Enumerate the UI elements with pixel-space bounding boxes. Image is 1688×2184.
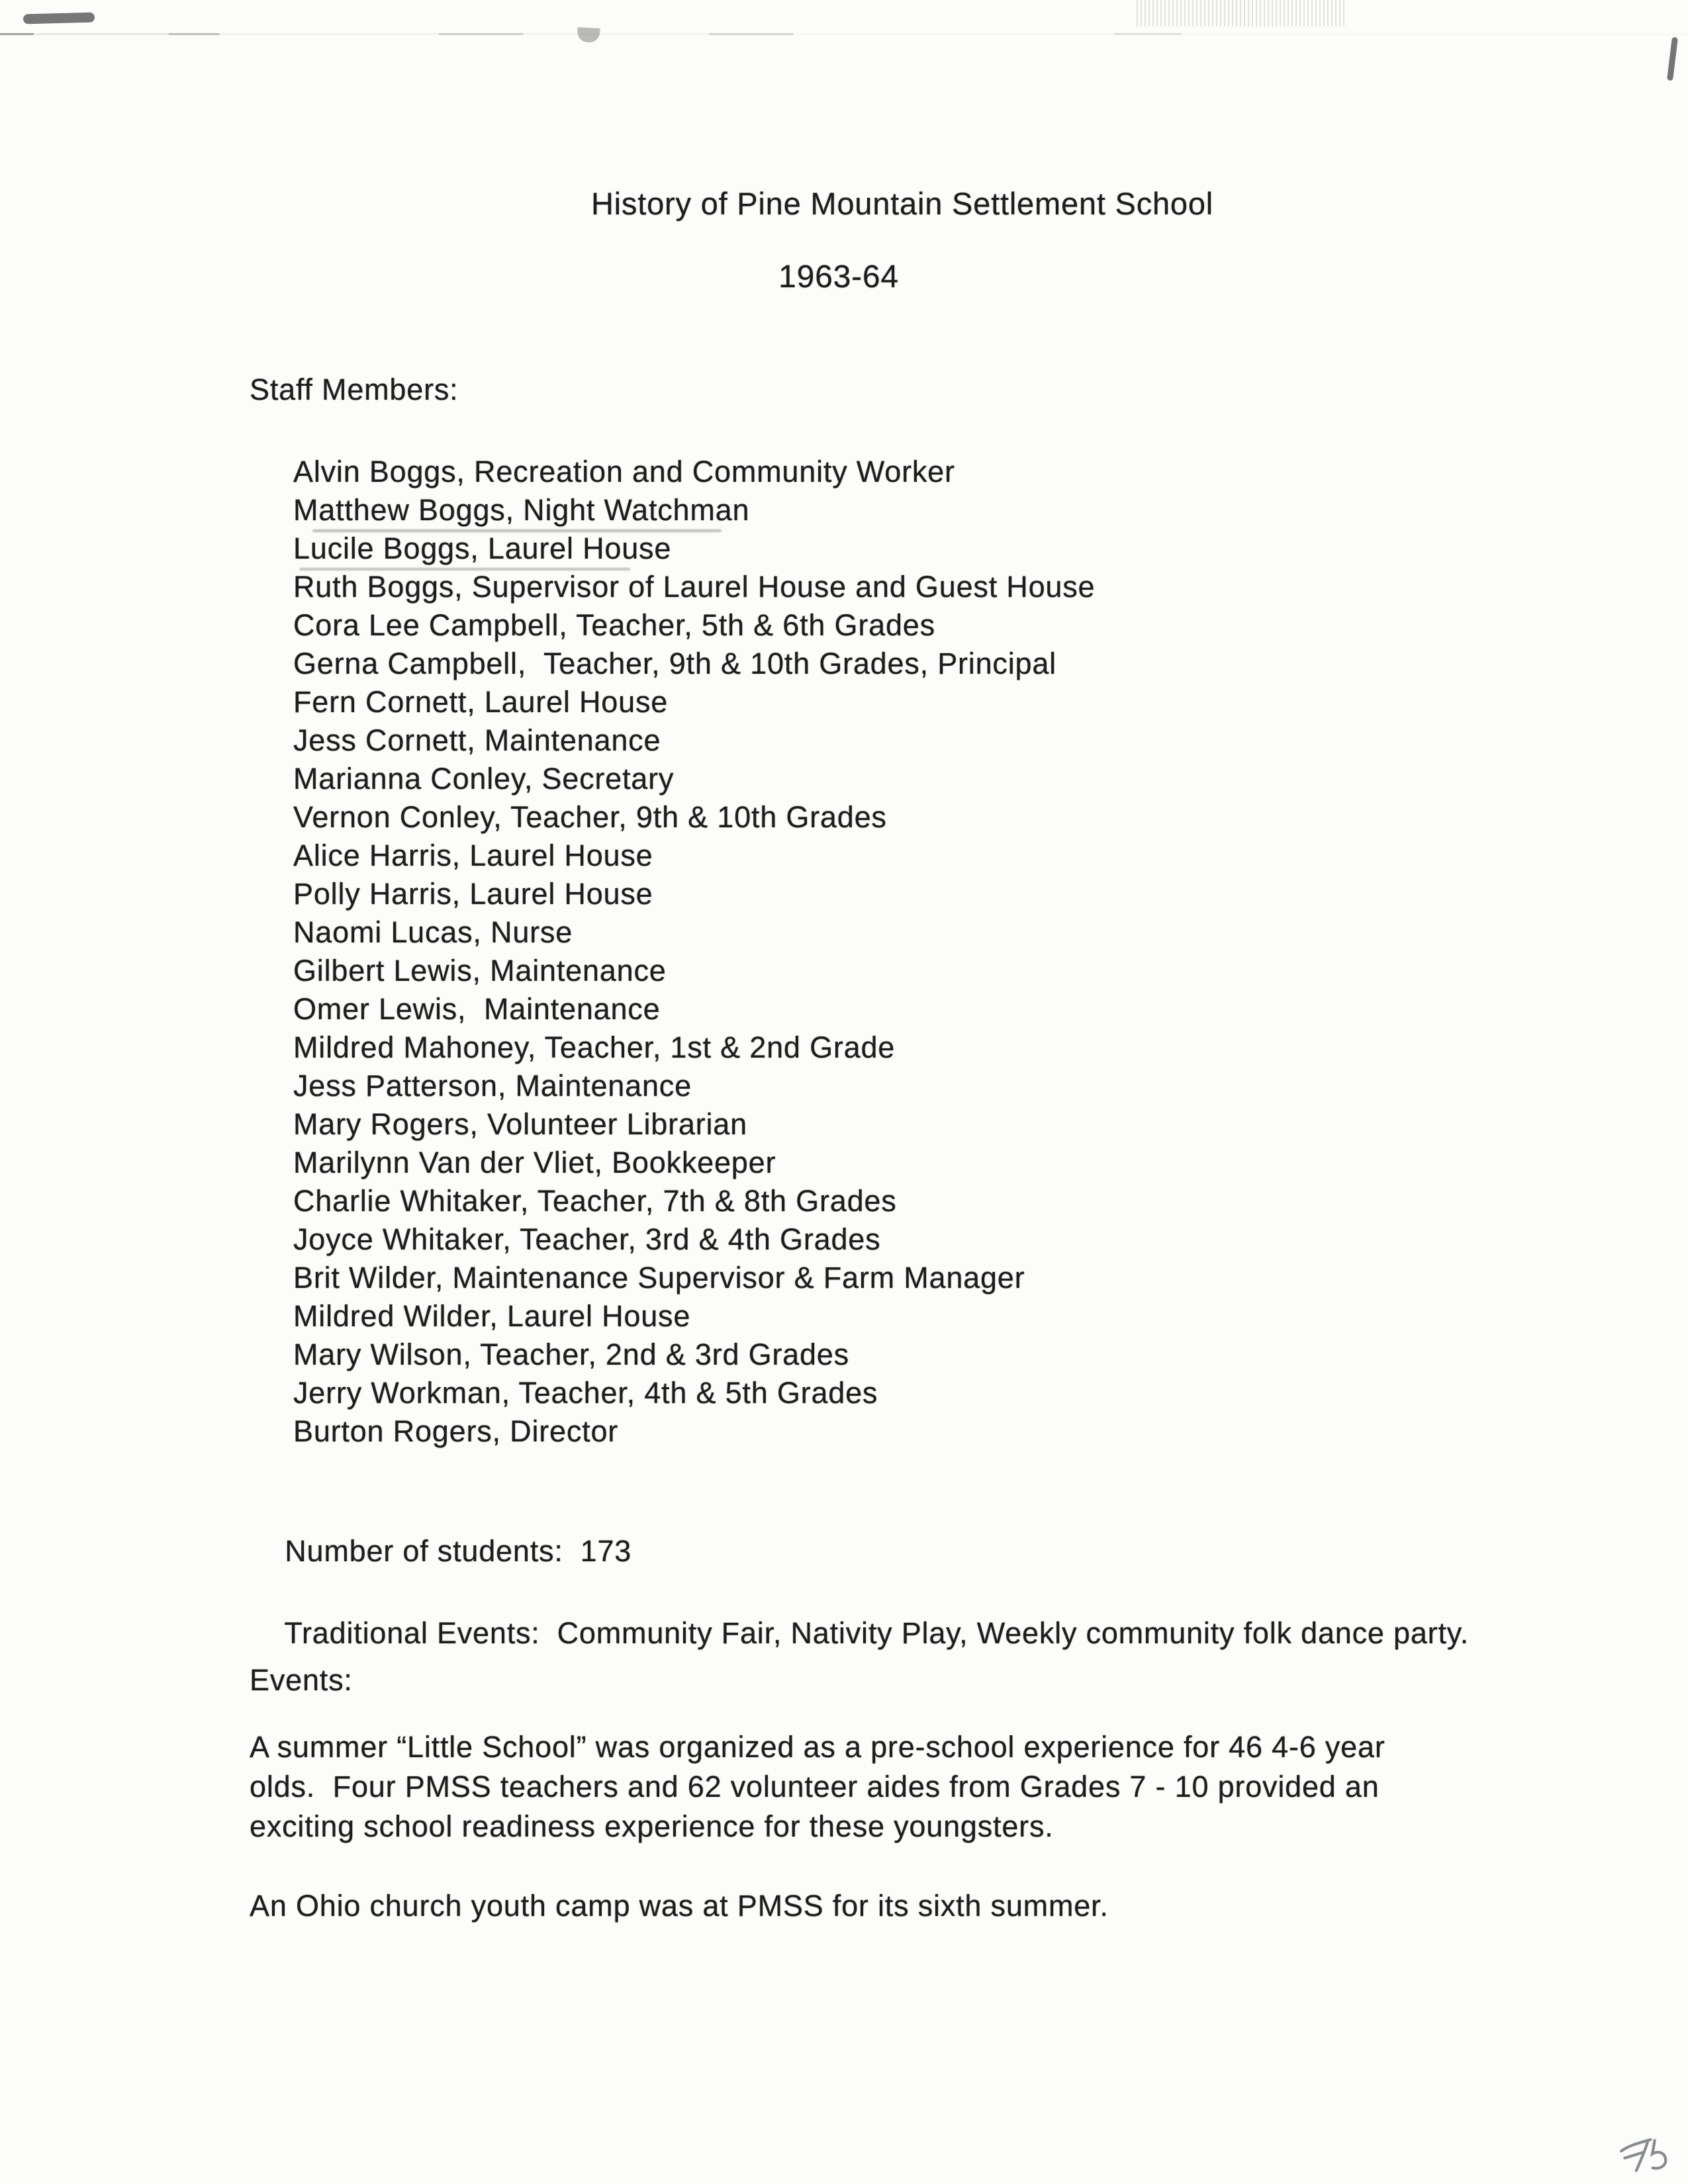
- handwritten-page-number: [1619, 2135, 1671, 2177]
- staff-member-line: Marilynn Van der Vliet, Bookkeeper: [293, 1146, 776, 1179]
- scan-artifact-top-left-blob: [23, 13, 95, 24]
- document-title: History of Pine Mountain Settlement School: [590, 186, 1214, 221]
- staff-member-list: [293, 453, 1095, 1451]
- events-paragraph-1: [250, 1727, 1385, 1846]
- staff-member-line: Mary Wilson, Teacher, 2nd & 3rd Grades: [293, 1338, 849, 1371]
- scan-artifact-top-line: [0, 33, 1688, 35]
- staff-member-line: Alice Harris, Laurel House: [293, 839, 653, 872]
- staff-member-line: Burton Rogers, Director: [293, 1414, 619, 1448]
- staff-members-heading: Staff Members:: [250, 373, 459, 406]
- staff-member-line: Joyce Whitaker, Teacher, 3rd & 4th Grades: [293, 1222, 881, 1256]
- scan-artifact-right-edge: [1667, 37, 1678, 81]
- staff-member-line: Ruth Boggs, Supervisor of Laurel House and Guest House: [293, 570, 1096, 604]
- traditional-events-line: [250, 1582, 1469, 1685]
- staff-member-line: Charlie Whitaker, Teacher, 7th & 8th Grades: [293, 1184, 897, 1218]
- students-label: Number of students:: [285, 1534, 563, 1568]
- staff-member-line: Fern Cornett, Laurel House: [293, 685, 669, 719]
- staff-member-line: Omer Lewis, Maintenance: [293, 992, 661, 1026]
- staff-member-line: Lucile Boggs, Laurel House: [293, 531, 672, 565]
- staff-member-line: Marianna Conley, Secretary: [293, 762, 675, 796]
- staff-member-line: Brit Wilder, Maintenance Supervisor & Farm Manager: [293, 1261, 1025, 1295]
- staff-member-line: Jess Cornett, Maintenance: [293, 723, 661, 757]
- staff-member-line: Jess Patterson, Maintenance: [293, 1069, 692, 1103]
- staff-member-line: Gilbert Lewis, Maintenance: [293, 954, 667, 987]
- staff-member-line: Matthew Boggs, Night Watchman: [293, 493, 750, 527]
- staff-member-line: Mildred Mahoney, Teacher, 1st & 2nd Grade: [293, 1030, 896, 1064]
- staff-member-line: Alvin Boggs, Recreation and Community Worker: [293, 455, 955, 488]
- events-heading: Events:: [250, 1663, 353, 1697]
- staff-member-line: Gerna Campbell, Teacher, 9th & 10th Grades, Principal: [293, 647, 1056, 680]
- paragraph-line: exciting school readiness experience for these youngsters.: [250, 1809, 1054, 1843]
- events-paragraph-2: [250, 1886, 1109, 1926]
- pencil-75-drawing: [1619, 2135, 1671, 2173]
- staff-member-line: Jerry Workman, Teacher, 4th & 5th Grades: [293, 1376, 878, 1410]
- staff-member-line: Naomi Lucas, Nurse: [293, 915, 573, 949]
- staff-member-line: Cora Lee Campbell, Teacher, 5th & 6th Grades: [293, 608, 935, 642]
- staff-member-line: Mildred Wilder, Laurel House: [293, 1299, 691, 1333]
- paragraph-line: A summer “Little School” was organized as a pre-school experience for 46 4-6 year: [250, 1730, 1385, 1764]
- scan-artifact-smudge: [577, 27, 600, 43]
- staff-member-line: Vernon Conley, Teacher, 9th & 10th Grades: [293, 800, 887, 834]
- school-year: 1963-64: [778, 259, 899, 295]
- staff-member-line: Mary Rogers, Volunteer Librarian: [293, 1107, 747, 1141]
- traditional-events-text: Community Fair, Nativity Play, Weekly community folk dance party.: [557, 1616, 1470, 1650]
- staff-member-line: Polly Harris, Laurel House: [293, 877, 653, 911]
- paragraph-line: An Ohio church youth camp was at PMSS for its sixth summer.: [250, 1889, 1109, 1923]
- students-count: 173: [580, 1534, 632, 1568]
- scan-artifact-striped-band: [1137, 0, 1345, 26]
- paragraph-line: olds. Four PMSS teachers and 62 volunteer aides from Grades 7 - 10 provided an: [250, 1770, 1380, 1803]
- traditional-events-label: Traditional Events:: [284, 1616, 540, 1650]
